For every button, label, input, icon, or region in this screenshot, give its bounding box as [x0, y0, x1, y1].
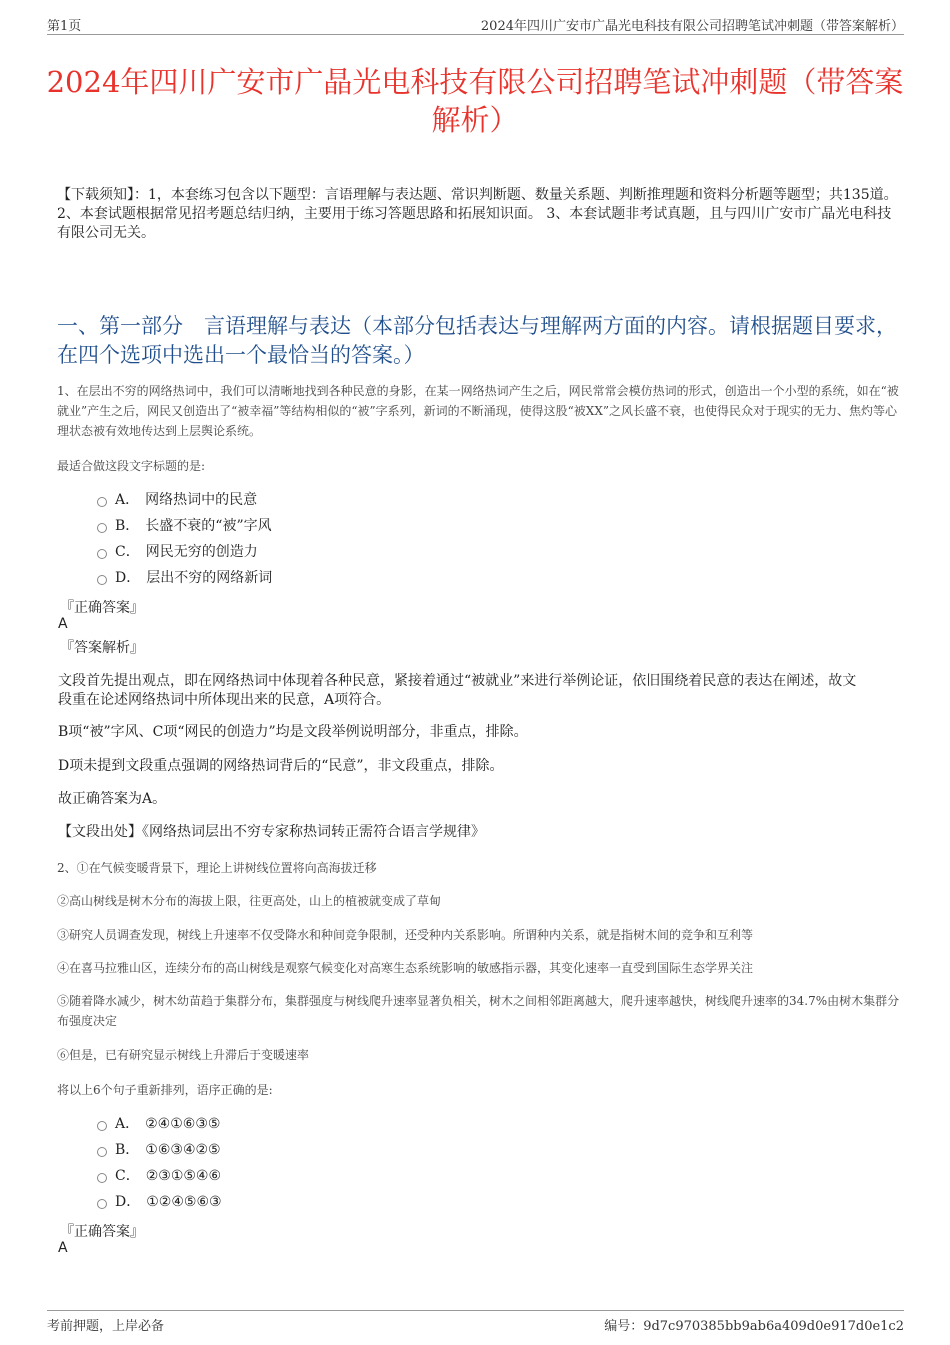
page-number: 第1页: [47, 19, 82, 34]
q2-answer-label: 『正确答案』: [60, 1224, 144, 1240]
section-title: 一、第一部分 言语理解与表达（本部分包括表达与理解两方面的内容。请根据题目要求，在四个选项中选出一个最恰当的答案。）: [57, 314, 897, 367]
q1-answer-label: 『正确答案』: [60, 600, 144, 616]
q1-analysis-3: D项未提到文段重点强调的网络热词背后的“民意”，非文段重点，排除。: [58, 758, 504, 774]
radio-icon[interactable]: [97, 549, 107, 559]
q2-sentence-3: ③研究人员调查发现，树线上升速率不仅受降水和种间竞争限制，还受种内关系影响。所谓种内关系，就是指树木间的竞争和互利等: [57, 928, 754, 942]
radio-icon[interactable]: [97, 1147, 107, 1157]
radio-icon[interactable]: [97, 1199, 107, 1209]
q2-option-a[interactable]: A． ②④①⑥③⑤: [97, 1114, 220, 1134]
q2-sentence-5: ⑤随着降水减少，树木幼苗趋于集群分布，集群强度与树线爬升速率显著负相关，树木之间相邻距离越大，爬升速率越快，树线爬升速率的34.7%由树木集群分布强度决定: [57, 994, 900, 1028]
page-header: [47, 12, 904, 35]
radio-icon[interactable]: [97, 1121, 107, 1131]
footer-slogan: 考前押题，上岸必备: [47, 1319, 165, 1334]
radio-icon[interactable]: [97, 523, 107, 533]
radio-icon[interactable]: [97, 575, 107, 585]
radio-icon[interactable]: [97, 497, 107, 507]
q1-analysis-4: 故正确答案为A。: [58, 791, 167, 807]
q2-option-b[interactable]: B． ①⑥③④②⑤: [97, 1140, 221, 1160]
q2-answer: A: [58, 1240, 68, 1256]
radio-icon[interactable]: [97, 1173, 107, 1183]
q2-sentence-1: 2、①在气候变暖背景下，理论上讲树线位置将向高海拔迁移: [57, 861, 377, 875]
page-footer: [47, 1310, 904, 1333]
q2-sentence-2: ②高山树线是树木分布的海拔上限，往更高处，山上的植被就变成了草甸: [57, 894, 442, 908]
header-doc-title: 2024年四川广安市广晶光电科技有限公司招聘笔试冲刺题（带答案解析）: [480, 19, 904, 34]
q2-option-d[interactable]: D． ①②④⑤⑥③: [97, 1192, 222, 1212]
footer-doc-id: 编号：9d7c970385bb9ab6a409d0e917d0e1c2: [604, 1319, 904, 1334]
q1-analysis-1: 文段首先提出观点，即在网络热词中体现着各种民意，紧接着通过“被就业”来进行举例论证，依旧围绕着民意的表达在阐述，故文段重在论述网络热词中所体现出来的民意，A项符合。: [58, 673, 857, 708]
q1-option-b[interactable]: B． 长盛不衰的“被”字风: [97, 516, 272, 536]
question-2-prompt: 将以上6个句子重新排列，语序正确的是:: [57, 1083, 273, 1097]
question-1-prompt: 最适合做这段文字标题的是:: [57, 459, 206, 473]
q1-answer: A: [58, 616, 68, 632]
q2-option-c[interactable]: C． ②③①⑤④⑥: [97, 1166, 221, 1186]
q1-option-d[interactable]: D． 层出不穷的网络新词: [97, 568, 272, 588]
document-title: 2024年四川广安市广晶光电科技有限公司招聘笔试冲刺题（带答案解析）: [46, 65, 904, 138]
q2-sentence-4: ④在喜马拉雅山区，连续分布的高山树线是观察气候变化对高寒生态系统影响的敏感指示器，其变化速率一直受到国际生态学界关注: [57, 961, 754, 975]
question-1-stem: 1、在层出不穷的网络热词中，我们可以清晰地找到各种民意的身影，在某一网络热词产生之后，网民常常会模仿热词的形式，创造出一个小型的系统，如在“被就业”产生之后，网民又创造出了“被幸福”等结构相似的“被”字系列，新词的不断涌现，使得这股“被XX”之风长盛不衰，也使得民众对于现实的无力、焦灼等心理状态被有效地传达到上层舆论系统。: [57, 384, 899, 438]
q1-option-a[interactable]: A． 网络热词中的民意: [97, 490, 257, 510]
download-notice: 【下载须知】：1，本套练习包含以下题型：言语理解与表达题、常识判断题、数量关系题、判断推理题和资料分析题等题型；共135道。 2、本套试题根据常见招考题总结归纳，主要用于练习答题思路和拓展知识面。 3、本套试题非考试真题，且与四川广安市广晶光电科技有限公司无关。: [57, 187, 898, 241]
q1-option-c[interactable]: C． 网民无穷的创造力: [97, 542, 258, 562]
q1-analysis-2: B项“被”字风、C项“网民的创造力”均是文段举例说明部分，非重点，排除。: [58, 724, 528, 740]
q2-sentence-6: ⑥但是，已有研究显示树线上升滞后于变暖速率: [57, 1048, 310, 1062]
q1-source: 【文段出处】《网络热词层出不穷专家称热词转正需符合语言学规律》: [58, 824, 485, 840]
q1-analysis-label: 『答案解析』: [60, 640, 144, 656]
